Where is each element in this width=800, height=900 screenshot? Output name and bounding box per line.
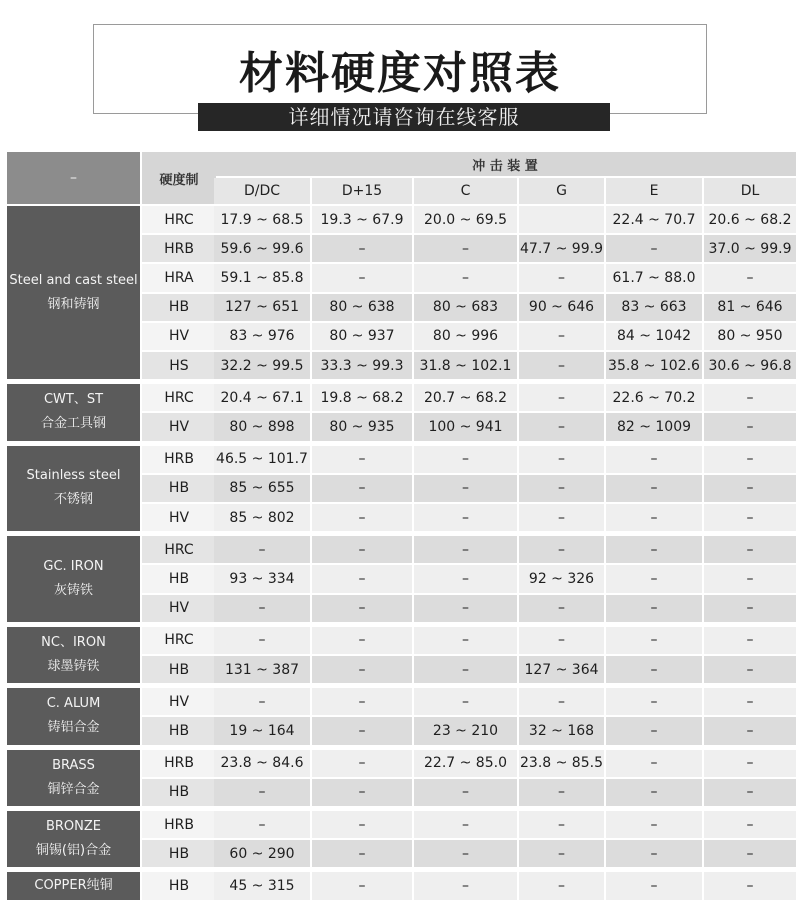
- value-cell: 17.9 ~ 68.5: [214, 206, 310, 233]
- value-cell: 31.8 ~ 102.1: [414, 352, 517, 379]
- scale-cell: HRB: [142, 446, 216, 473]
- material-name-cn: 铜锡(铝)合金: [35, 843, 112, 859]
- value-cell: –: [704, 811, 796, 838]
- scale-cell: HRA: [142, 264, 216, 291]
- value-cell: –: [414, 811, 517, 838]
- value-cell: –: [704, 717, 796, 744]
- value-cell: 22.6 ~ 70.2: [606, 384, 702, 411]
- scale-header: 硬度制: [142, 152, 216, 204]
- value-cell: –: [519, 323, 604, 350]
- value-cell: –: [704, 446, 796, 473]
- value-cell: –: [312, 565, 412, 592]
- value-cell: 80 ~ 935: [312, 413, 412, 440]
- value-cell: –: [214, 536, 310, 563]
- value-cell: 46.5 ~ 101.7: [214, 446, 310, 473]
- material-group-label: [7, 872, 140, 899]
- value-cell: –: [519, 352, 604, 379]
- value-cell: –: [704, 536, 796, 563]
- material-name-cn: 不锈钢: [53, 492, 93, 508]
- value-cell: –: [606, 656, 702, 683]
- value-cell: 19.3 ~ 67.9: [312, 206, 412, 233]
- page-title: 材料硬度对照表: [239, 48, 561, 99]
- scale-cell: HRC: [142, 536, 216, 563]
- hardness-table: [7, 152, 796, 894]
- value-cell: –: [214, 595, 310, 622]
- value-cell: 20.6 ~ 68.2: [704, 206, 796, 233]
- value-cell: 33.3 ~ 99.3: [312, 352, 412, 379]
- material-group-label: [7, 446, 140, 532]
- value-cell: –: [606, 536, 702, 563]
- material-name-cn: 合金工具钢: [40, 416, 106, 432]
- scale-cell: HV: [142, 688, 216, 715]
- value-cell: 37.0 ~ 99.9: [704, 235, 796, 262]
- value-cell: –: [519, 504, 604, 531]
- scale-cell: HV: [142, 323, 216, 350]
- material-name-cn: 铸铝合金: [47, 720, 100, 736]
- value-cell: 20.7 ~ 68.2: [414, 384, 517, 411]
- value-cell: –: [704, 264, 796, 291]
- value-cell: –: [414, 475, 517, 502]
- value-cell: –: [606, 872, 702, 899]
- value-cell: –: [704, 840, 796, 867]
- scale-cell: HRB: [142, 235, 216, 262]
- value-cell: 93 ~ 334: [214, 565, 310, 592]
- material-name-cn: 铜锌合金: [47, 781, 100, 797]
- material-name-en: GC. IRON: [43, 558, 104, 574]
- scale-cell: HV: [142, 504, 216, 531]
- value-cell: –: [704, 595, 796, 622]
- material-name-en: Stainless steel: [26, 468, 121, 484]
- material-name-cn: 钢和铸钢: [47, 296, 100, 312]
- scale-cell: HRB: [142, 750, 216, 777]
- value-cell: –: [214, 779, 310, 806]
- value-cell: 47.7 ~ 99.9: [519, 235, 604, 262]
- value-cell: 85 ~ 802: [214, 504, 310, 531]
- value-cell: –: [414, 565, 517, 592]
- value-cell: 81 ~ 646: [704, 294, 796, 321]
- value-cell: –: [312, 840, 412, 867]
- value-cell: –: [414, 536, 517, 563]
- material-name-cn: 球墨铸铁: [47, 658, 100, 674]
- value-cell: –: [606, 688, 702, 715]
- material-group-label: [7, 627, 140, 683]
- value-cell: –: [519, 475, 604, 502]
- value-cell: 32.2 ~ 99.5: [214, 352, 310, 379]
- scale-cell: HV: [142, 595, 216, 622]
- value-cell: 80 ~ 683: [414, 294, 517, 321]
- value-cell: –: [414, 235, 517, 262]
- material-name-cn: 灰铸铁: [53, 582, 93, 598]
- material-name-en: BRONZE: [45, 819, 102, 835]
- scale-cell: HS: [142, 352, 216, 379]
- value-cell: –: [606, 627, 702, 654]
- value-cell: –: [414, 595, 517, 622]
- value-cell: –: [312, 872, 412, 899]
- value-cell: 30.6 ~ 96.8: [704, 352, 796, 379]
- value-cell: –: [312, 264, 412, 291]
- page-subtitle: 详细情况请咨询在线客服: [198, 103, 610, 131]
- value-cell: –: [704, 688, 796, 715]
- value-cell: 23.8 ~ 84.6: [214, 750, 310, 777]
- scale-cell: HB: [142, 717, 216, 744]
- value-cell: –: [312, 595, 412, 622]
- value-cell: 90 ~ 646: [519, 294, 604, 321]
- value-cell: –: [519, 413, 604, 440]
- value-cell: –: [704, 872, 796, 899]
- value-cell: –: [606, 595, 702, 622]
- value-cell: –: [312, 656, 412, 683]
- value-cell: 80 ~ 937: [312, 323, 412, 350]
- scale-cell: HB: [142, 872, 216, 899]
- value-cell: –: [606, 717, 702, 744]
- scale-cell: HRC: [142, 384, 216, 411]
- value-cell: –: [519, 840, 604, 867]
- value-cell: –: [414, 688, 517, 715]
- value-cell: 20.4 ~ 67.1: [214, 384, 310, 411]
- value-cell: –: [214, 688, 310, 715]
- value-cell: 22.7 ~ 85.0: [414, 750, 517, 777]
- material-group-label: [7, 206, 140, 379]
- value-cell: –: [312, 750, 412, 777]
- device-header-2: C: [414, 178, 517, 204]
- value-cell: –: [519, 779, 604, 806]
- value-cell: –: [312, 235, 412, 262]
- material-name-en: C. ALUM: [46, 696, 101, 712]
- value-cell: –: [519, 446, 604, 473]
- value-cell: –: [704, 413, 796, 440]
- material-group-label: [7, 811, 140, 867]
- value-cell: 83 ~ 663: [606, 294, 702, 321]
- value-cell: 32 ~ 168: [519, 717, 604, 744]
- device-header-0: D/DC: [214, 178, 310, 204]
- device-header-3: G: [519, 178, 604, 204]
- value-cell: –: [704, 475, 796, 502]
- device-header-5: DL: [704, 178, 796, 204]
- value-cell: 23 ~ 210: [414, 717, 517, 744]
- value-cell: 127 ~ 651: [214, 294, 310, 321]
- value-cell: –: [704, 565, 796, 592]
- material-name-en: Steel and cast steel: [9, 272, 138, 288]
- value-cell: –: [312, 779, 412, 806]
- value-cell: –: [606, 235, 702, 262]
- value-cell: 80 ~ 996: [414, 323, 517, 350]
- value-cell: –: [414, 872, 517, 899]
- title-box: [93, 24, 707, 114]
- material-name-en: CWT、ST: [43, 392, 104, 408]
- value-cell: –: [519, 811, 604, 838]
- value-cell: –: [312, 475, 412, 502]
- value-cell: 127 ~ 364: [519, 656, 604, 683]
- value-cell: –: [704, 627, 796, 654]
- value-cell: [519, 206, 604, 233]
- value-cell: 92 ~ 326: [519, 565, 604, 592]
- value-cell: 19.8 ~ 68.2: [312, 384, 412, 411]
- value-cell: –: [414, 656, 517, 683]
- value-cell: –: [606, 475, 702, 502]
- value-cell: –: [519, 872, 604, 899]
- scale-cell: HB: [142, 779, 216, 806]
- value-cell: 23.8 ~ 85.5: [519, 750, 604, 777]
- value-cell: –: [519, 627, 604, 654]
- value-cell: 80 ~ 950: [704, 323, 796, 350]
- value-cell: –: [414, 840, 517, 867]
- value-cell: –: [414, 779, 517, 806]
- value-cell: 80 ~ 898: [214, 413, 310, 440]
- value-cell: –: [704, 750, 796, 777]
- value-cell: –: [414, 446, 517, 473]
- value-cell: 45 ~ 315: [214, 872, 310, 899]
- scale-cell: HB: [142, 840, 216, 867]
- value-cell: 83 ~ 976: [214, 323, 310, 350]
- value-cell: 82 ~ 1009: [606, 413, 702, 440]
- scale-cell: HB: [142, 294, 216, 321]
- value-cell: –: [704, 384, 796, 411]
- value-cell: –: [606, 840, 702, 867]
- value-cell: –: [606, 446, 702, 473]
- scale-cell: HB: [142, 475, 216, 502]
- value-cell: 20.0 ~ 69.5: [414, 206, 517, 233]
- material-name-en: NC、IRON: [41, 634, 106, 650]
- value-cell: –: [312, 717, 412, 744]
- value-cell: 60 ~ 290: [214, 840, 310, 867]
- value-cell: –: [312, 504, 412, 531]
- value-cell: –: [606, 750, 702, 777]
- scale-cell: HV: [142, 413, 216, 440]
- value-cell: –: [312, 688, 412, 715]
- value-cell: –: [519, 384, 604, 411]
- value-cell: –: [606, 811, 702, 838]
- value-cell: –: [606, 779, 702, 806]
- value-cell: –: [519, 595, 604, 622]
- scale-cell: HRC: [142, 206, 216, 233]
- value-cell: –: [606, 565, 702, 592]
- value-cell: –: [606, 504, 702, 531]
- value-cell: 59.1 ~ 85.8: [214, 264, 310, 291]
- scale-cell: HB: [142, 656, 216, 683]
- scale-cell: HRC: [142, 627, 216, 654]
- value-cell: 80 ~ 638: [312, 294, 412, 321]
- value-cell: –: [414, 264, 517, 291]
- material-group-label: [7, 384, 140, 440]
- material-group-label: [7, 750, 140, 806]
- value-cell: 19 ~ 164: [214, 717, 310, 744]
- material-name-en: COPPER纯铜: [34, 877, 113, 893]
- device-header-4: E: [606, 178, 702, 204]
- value-cell: –: [312, 811, 412, 838]
- value-cell: –: [519, 264, 604, 291]
- value-cell: –: [214, 811, 310, 838]
- value-cell: –: [704, 656, 796, 683]
- scale-cell: HB: [142, 565, 216, 592]
- corner-cell: –: [7, 152, 140, 204]
- value-cell: 35.8 ~ 102.6: [606, 352, 702, 379]
- material-group-label: [7, 688, 140, 744]
- value-cell: –: [312, 627, 412, 654]
- value-cell: –: [519, 688, 604, 715]
- value-cell: 59.6 ~ 99.6: [214, 235, 310, 262]
- value-cell: –: [704, 504, 796, 531]
- scale-cell: HRB: [142, 811, 216, 838]
- value-cell: 61.7 ~ 88.0: [606, 264, 702, 291]
- material-group-label: [7, 536, 140, 622]
- value-cell: 100 ~ 941: [414, 413, 517, 440]
- value-cell: 131 ~ 387: [214, 656, 310, 683]
- device-header-1: D+15: [312, 178, 412, 204]
- value-cell: –: [414, 627, 517, 654]
- value-cell: 22.4 ~ 70.7: [606, 206, 702, 233]
- value-cell: 84 ~ 1042: [606, 323, 702, 350]
- material-name-en: BRASS: [52, 757, 95, 773]
- value-cell: –: [312, 536, 412, 563]
- value-cell: –: [704, 779, 796, 806]
- value-cell: 85 ~ 655: [214, 475, 310, 502]
- value-cell: –: [312, 446, 412, 473]
- value-cell: –: [214, 627, 310, 654]
- value-cell: –: [414, 504, 517, 531]
- value-cell: –: [519, 536, 604, 563]
- impact-device-header: 冲 击 装 置: [214, 152, 796, 176]
